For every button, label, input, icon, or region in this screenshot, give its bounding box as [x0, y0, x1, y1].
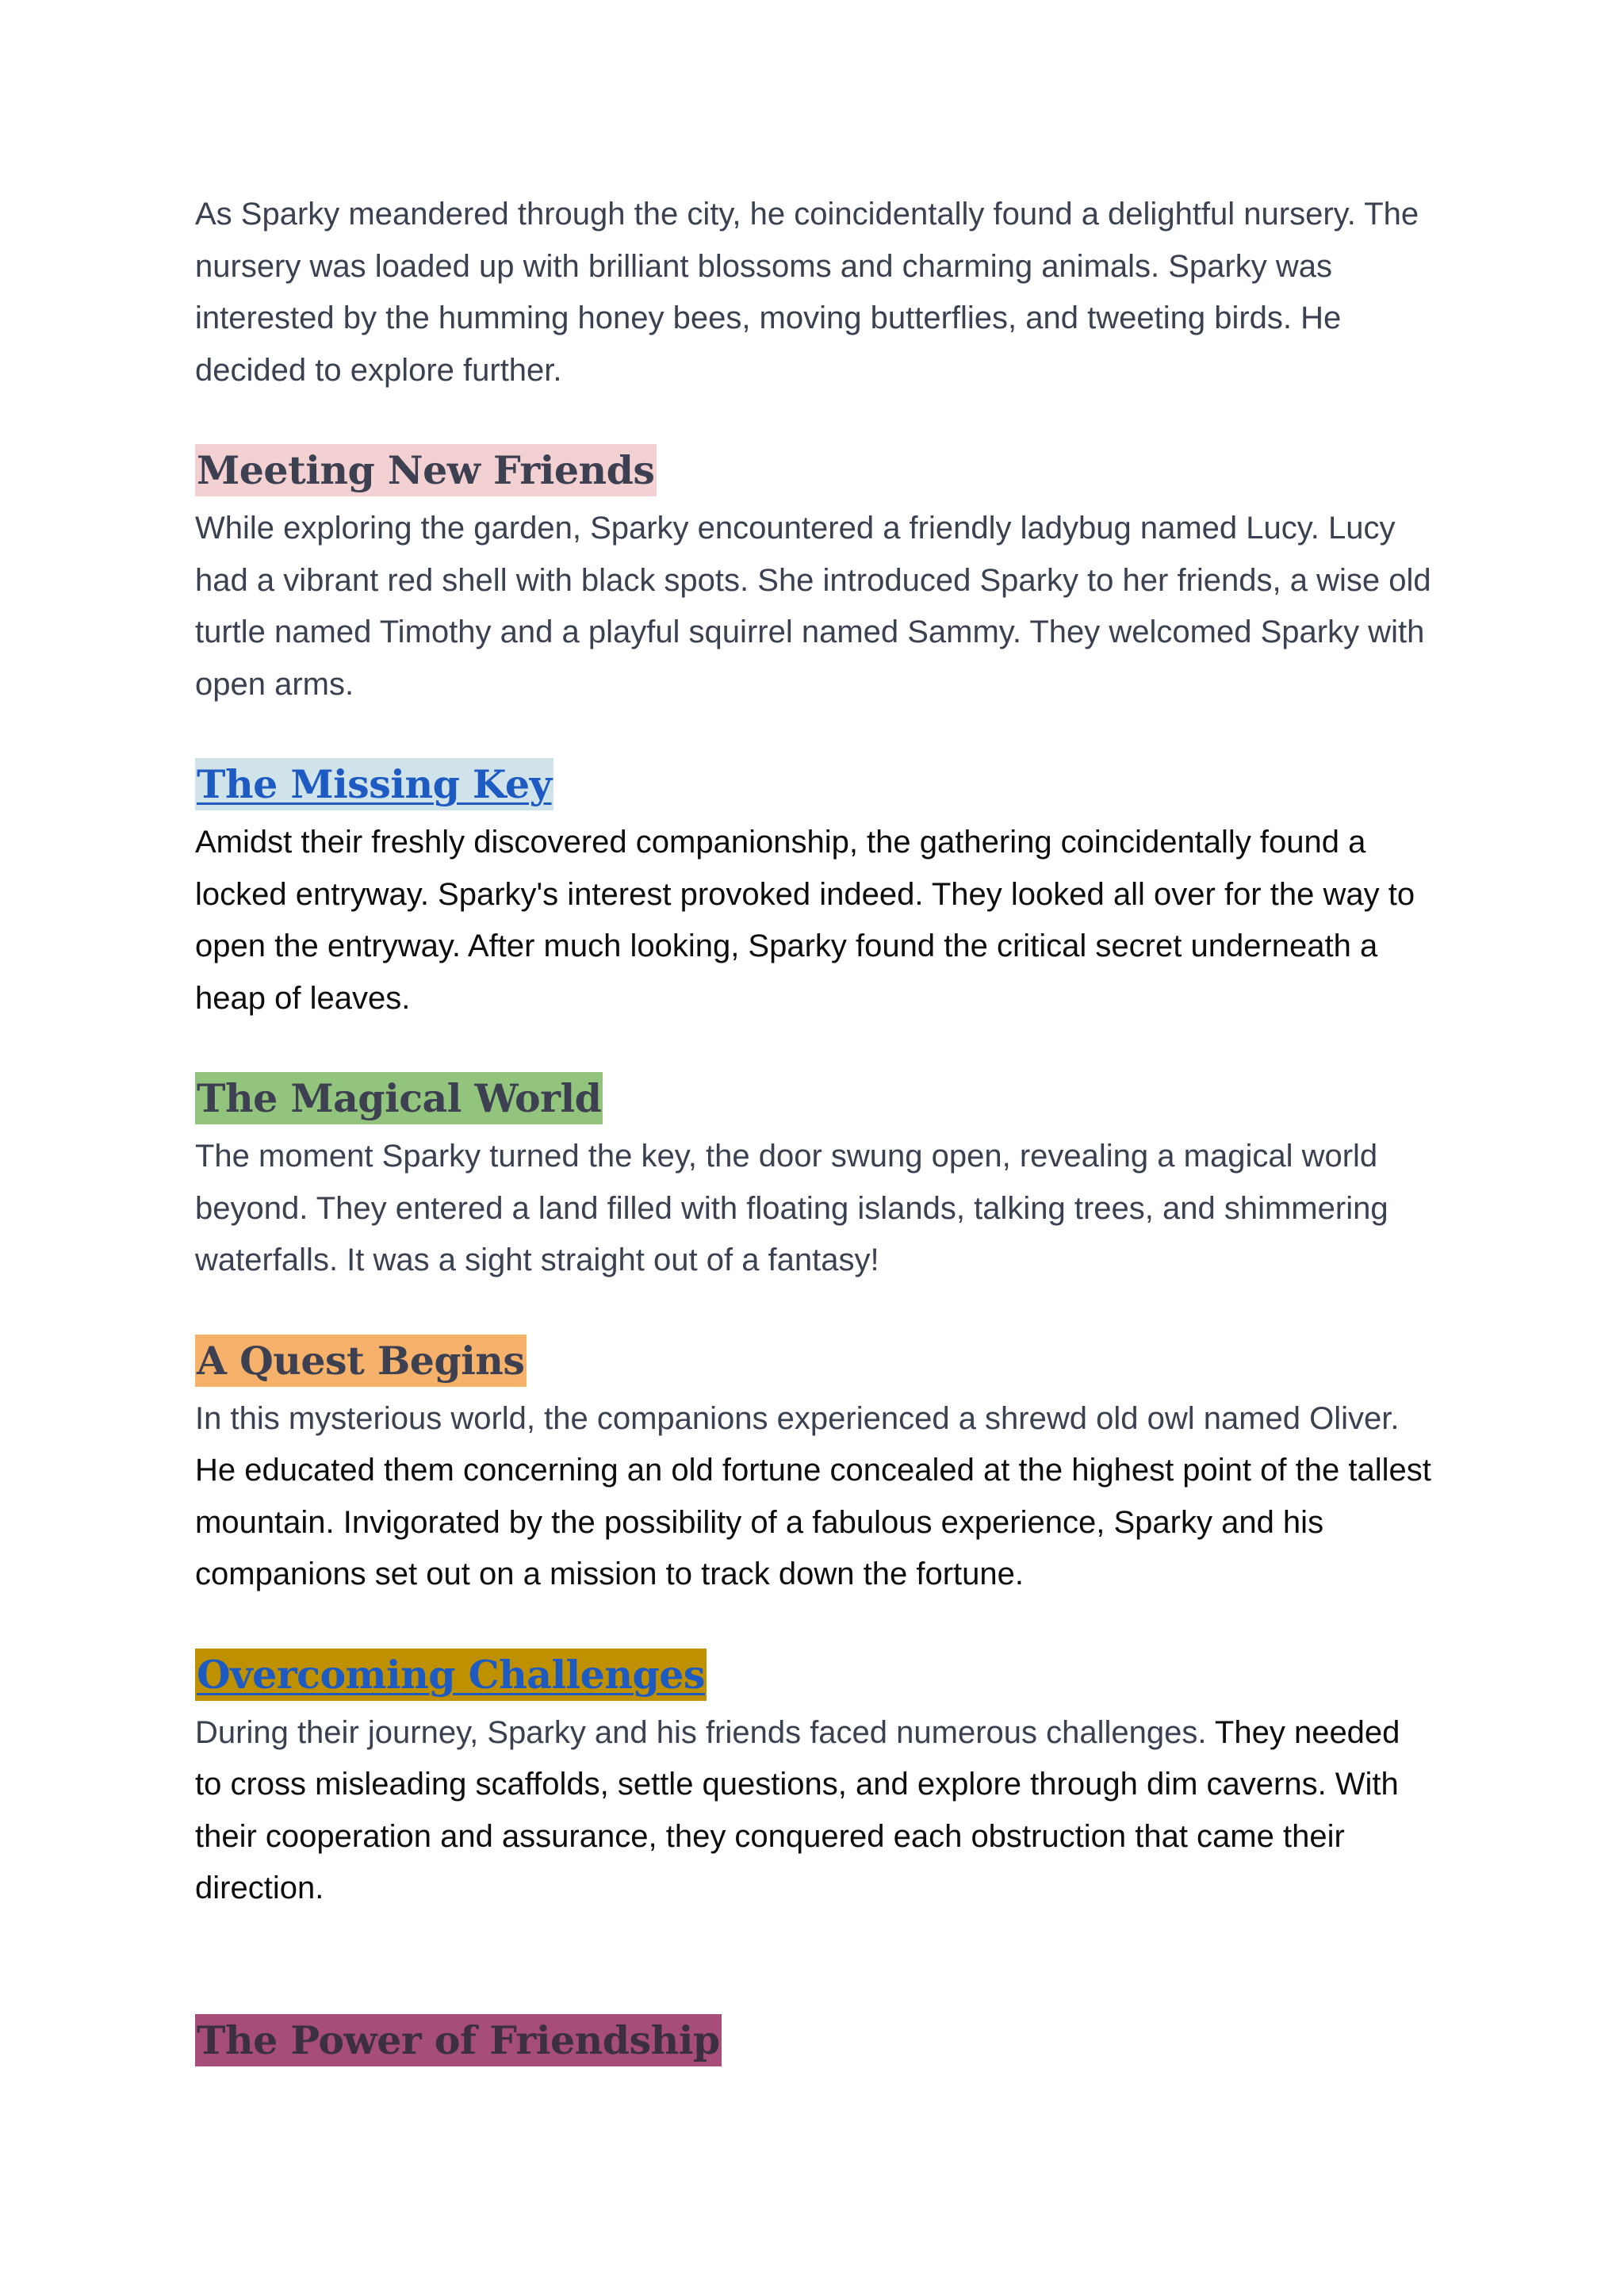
section-quest-begins [195, 1335, 1432, 1387]
heading-quest-begins: A Quest Begins [195, 1335, 527, 1387]
heading-missing-key-link[interactable]: The Missing Key [195, 758, 553, 810]
heading-overcoming-challenges-link[interactable]: Overcoming Challenges [195, 1649, 707, 1701]
section-overcoming-challenges [195, 1649, 1432, 1701]
paragraph-magical-world: The moment Sparky turned the key, the door swung open, revealing a magical world beyond. They entered a land filled with floating islands, talking trees, and shimmering waterfalls. It was a sight straight out of a fantasy! [195, 1139, 1388, 1277]
paragraph-overcoming-challenges-light: During their journey, Sparky and his friends faced numerous challenges. [195, 1714, 1207, 1750]
paragraph-missing-key: Amidst their freshly discovered companionship, the gathering coincidentally found a locked entryway. Sparky's interest provoked indeed. They looked all over for the way to open the entryway. After much looking, Sparky found the critical secret underneath a heap of leaves. [195, 825, 1415, 1016]
heading-magical-world: The Magical World [195, 1072, 603, 1124]
paragraph-quest-begins-dark: He educated them concerning an old fortune concealed at the highest point of the tallest mountain. Invigorated by the possibility of a fabulous experience, Sparky and his companions set out on a mission to track down the fortune. [195, 1453, 1431, 1591]
paragraph-meeting-new-friends: While exploring the garden, Sparky encountered a friendly ladybug named Lucy. Lucy had a vibrant red shell with black spots. She introduced Sparky to her friends, a wise old turtle named Timothy and a playful squirrel named Sammy. They welcomed Sparky with open arms. [195, 511, 1431, 702]
heading-meeting-new-friends: Meeting New Friends [195, 444, 657, 496]
document-content [195, 189, 1432, 2073]
section-missing-key [195, 758, 1432, 810]
section-meeting-new-friends [195, 444, 1432, 496]
paragraph-quest-begins-light: In this mysterious world, the companions experienced a shrewd old owl named Oliver. [195, 1400, 1400, 1436]
paragraph-quest-begins [195, 1393, 1432, 1601]
paragraph-overcoming-challenges-dark: They needed to cross misleading scaffolds, settle questions, and explore through dim caverns. With their cooperation and assurance, they conquered each obstruction that came their direction. [195, 1714, 1400, 1905]
section-power-of-friendship [195, 2014, 1432, 2066]
intro-paragraph: As Sparky meandered through the city, he coincidentally found a delightful nursery. The nursery was loaded up with brilliant blossoms and charming animals. Sparky was interested by the humming honey bees, moving butterflies, and tweeting birds. He decided to explore further. [195, 197, 1419, 388]
section-magical-world [195, 1072, 1432, 1124]
heading-power-of-friendship: The Power of Friendship [195, 2014, 722, 2066]
paragraph-overcoming-challenges [195, 1707, 1432, 1915]
